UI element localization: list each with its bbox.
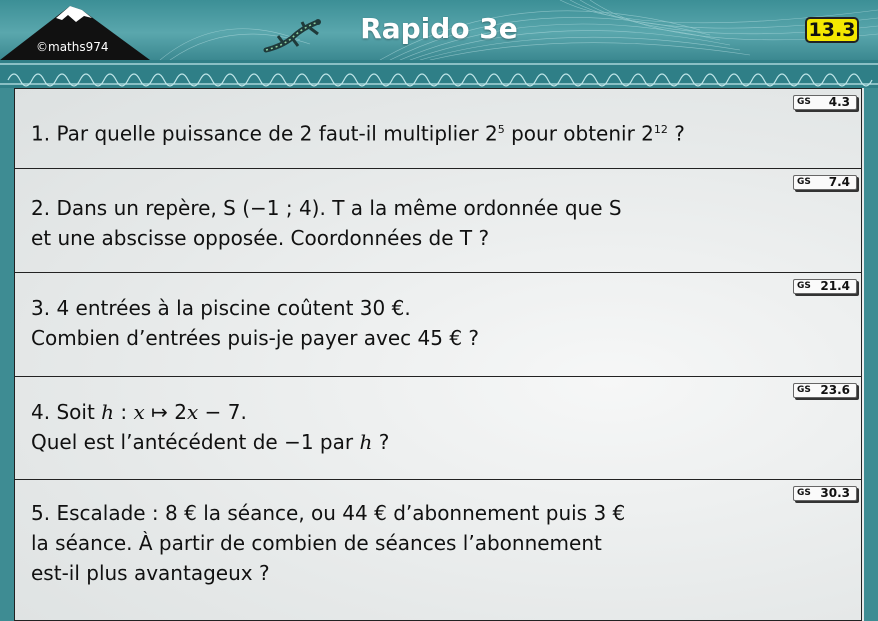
question-text-part: ↦ 2 [144,400,187,424]
question-text [31,115,685,149]
math-variable: h [101,400,115,424]
question-number: 3. [31,296,51,320]
left-border [0,88,14,621]
gs-label: GS [797,385,811,395]
question-4 [14,376,862,479]
gs-value: 23.6 [820,383,850,397]
question-number: 1. [31,121,51,146]
question-5 [14,479,862,621]
page-title: Rapido 3e [360,12,518,45]
gs-value: 21.4 [820,279,850,293]
math-variable: x [133,400,145,424]
header-banner [0,0,878,60]
gs-tag [793,486,857,501]
question-text [31,397,389,457]
question-number: 2. [31,196,51,220]
question-line: est-il plus avantageux ? [31,561,270,585]
gs-label: GS [797,177,811,187]
gs-tag [793,95,857,110]
question-text-part: − 7. [198,400,247,424]
gs-label: GS [797,488,811,498]
gs-value: 7.4 [828,175,850,189]
decorative-frieze [0,60,878,88]
question-text [31,293,479,353]
question-text-part: pour obtenir 2 [504,121,654,146]
question-number: 4. [31,400,51,424]
question-2 [14,168,862,272]
question-line: la séance. À partir de combien de séances l’abonnement [31,531,602,555]
question-3 [14,272,862,376]
math-variable: h [359,430,373,454]
questions-panel [14,88,864,621]
exponent: 5 [497,123,505,136]
exponent: 12 [653,123,668,136]
question-text [31,193,622,253]
question-text [31,498,625,588]
question-text-part: : [114,400,134,424]
gs-value: 4.3 [828,95,850,109]
question-text-part: Par quelle puissance de 2 faut-il multiplier 2 [56,121,498,146]
gs-tag [793,175,857,190]
math-variable: x [186,400,199,424]
question-line: Dans un repère, S (−1 ; 4). T a la même ordonnée que S [56,196,622,220]
level-badge: 13.3 [805,17,859,43]
question-number: 5. [31,501,51,525]
question-text-part: Soit [56,400,102,424]
question-line: Escalade : 8 € la séance, ou 44 € d’abonnement puis 3 € [56,501,626,525]
question-line: et une abscisse opposée. Coordonnées de T ? [31,226,490,250]
question-text-part: Quel est l’antécédent de −1 par [31,430,360,454]
gs-label: GS [797,281,811,291]
question-text-part: ? [372,430,390,454]
gs-value: 30.3 [820,486,850,500]
gs-tag [793,279,857,294]
question-line: Combien d’entrées puis-je payer avec 45 € ? [31,326,480,350]
brand-label: ©maths974 [36,40,109,54]
gs-tag [793,383,857,398]
question-text-part: ? [667,121,685,146]
right-border [864,88,878,621]
question-1 [14,88,862,168]
gs-label: GS [797,97,811,107]
question-line: 4 entrées à la piscine coûtent 30 €. [56,296,411,320]
